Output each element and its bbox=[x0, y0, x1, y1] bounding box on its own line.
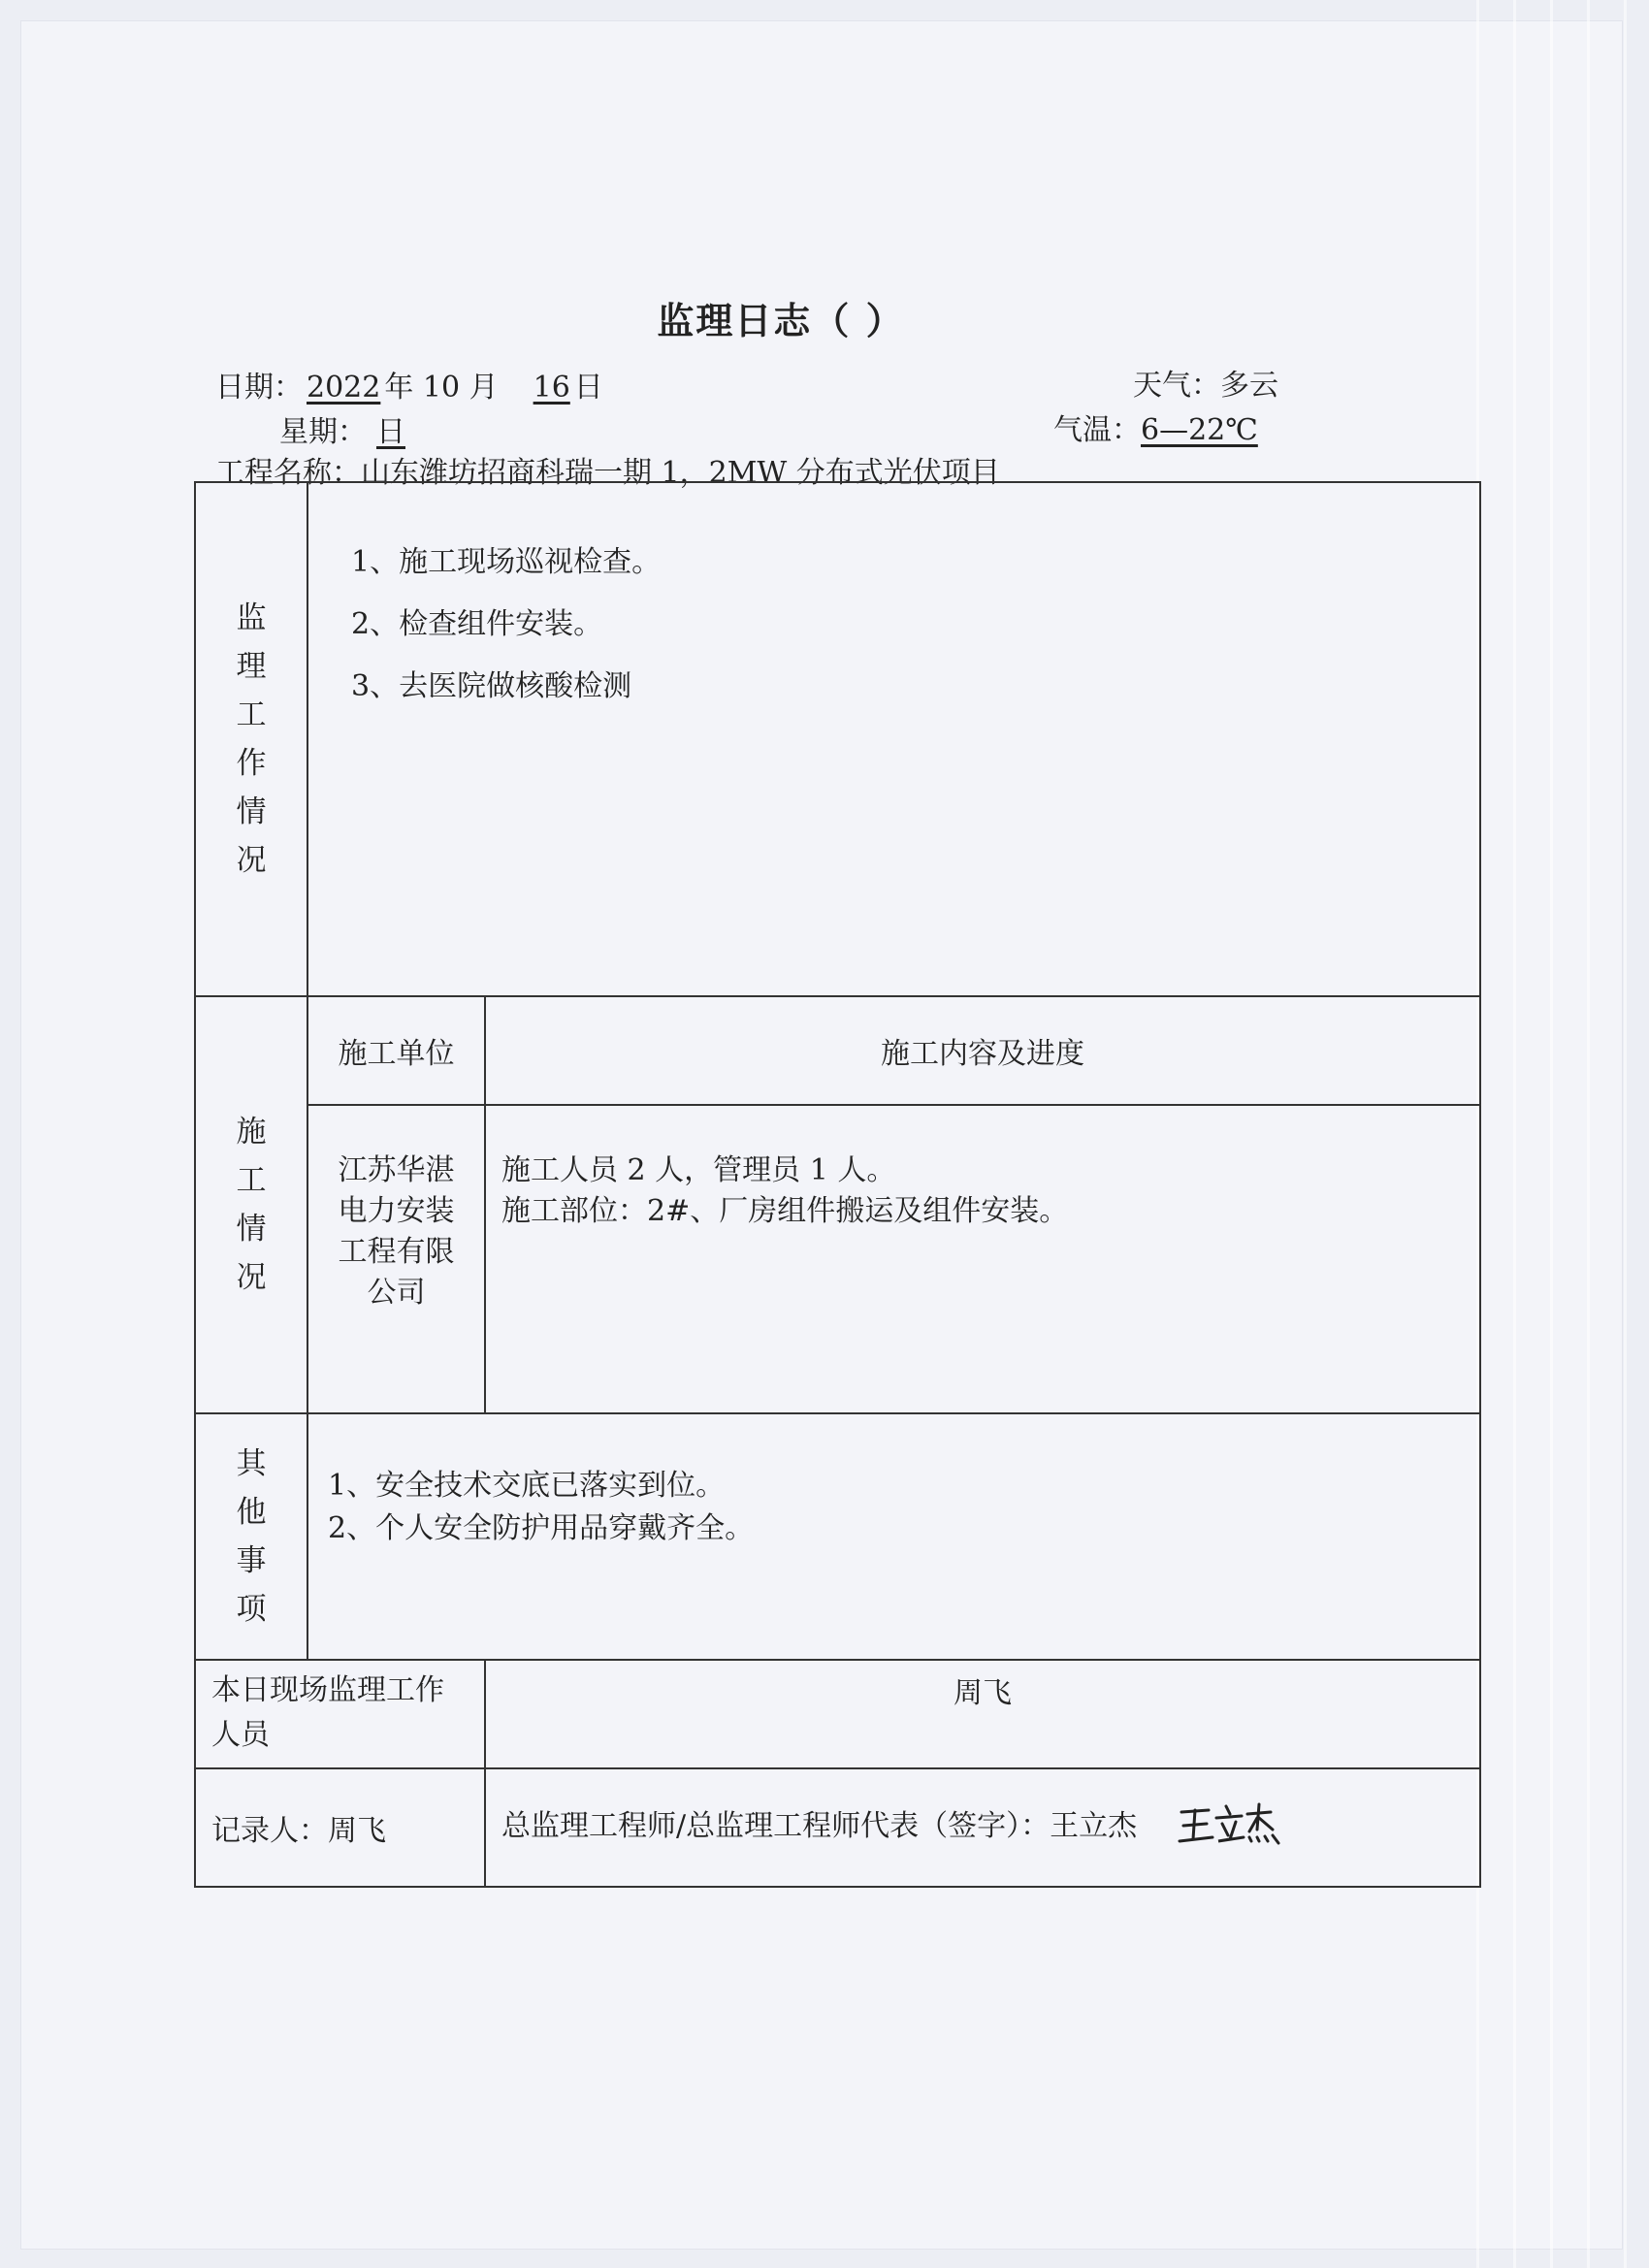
weekday-label: 星期： bbox=[279, 415, 367, 449]
handwritten-signature bbox=[1176, 1800, 1282, 1855]
weekday-value: 日 bbox=[376, 415, 405, 449]
construction-header-row bbox=[195, 996, 1480, 1105]
chief-engineer-field bbox=[485, 1768, 1480, 1887]
date-day-suffix: 日 bbox=[573, 371, 603, 405]
date-field bbox=[215, 363, 603, 405]
temperature-value: 6—22℃ bbox=[1141, 413, 1258, 447]
date-year: 2022 bbox=[307, 371, 381, 405]
weather-field bbox=[1133, 361, 1278, 404]
construction-row bbox=[195, 1105, 1480, 1413]
signoff-row bbox=[195, 1768, 1480, 1887]
weekday-field bbox=[279, 407, 415, 450]
construction-content-line: 施工部位：2#、厂房组件搬运及组件安装。 bbox=[501, 1194, 1069, 1228]
staff-row bbox=[195, 1660, 1480, 1768]
supervision-item: 2、检查组件安装。 bbox=[351, 607, 603, 641]
weather-value: 多云 bbox=[1220, 369, 1278, 403]
other-label: 其 他 事 项 bbox=[195, 1413, 307, 1660]
weather-label: 天气： bbox=[1133, 369, 1220, 403]
supervision-items bbox=[307, 482, 1480, 996]
staff-label: 本日现场监理工作 人员 bbox=[195, 1660, 485, 1768]
col-header-content: 施工内容及进度 bbox=[485, 996, 1480, 1105]
construction-content bbox=[485, 1105, 1480, 1413]
supervision-item: 3、去医院做核酸检测 bbox=[351, 669, 632, 703]
supervision-row bbox=[195, 482, 1480, 996]
temperature-label: 气温： bbox=[1053, 413, 1141, 447]
date-label: 日期： bbox=[215, 371, 303, 405]
project-label: 工程名称： bbox=[215, 456, 361, 490]
date-year-suffix: 年 10 月 bbox=[384, 371, 499, 405]
other-item: 2、个人安全防护用品穿戴齐全。 bbox=[328, 1511, 755, 1545]
supervision-item: 1、施工现场巡视检查。 bbox=[351, 545, 662, 579]
other-items bbox=[307, 1413, 1480, 1660]
construction-label: 施 工 情 况 bbox=[195, 996, 307, 1413]
project-value: 山东潍坊招商科瑞一期 1，2MW 分布式光伏项目 bbox=[361, 456, 1000, 490]
recorder-field: 记录人：周飞 bbox=[195, 1768, 485, 1887]
supervision-label: 监 理 工 作 情 况 bbox=[195, 482, 307, 996]
chief-engineer-text: 总监理工程师/总监理工程师代表（签字）：王立杰 bbox=[501, 1809, 1138, 1843]
log-title: 监理日志（ ） bbox=[657, 300, 905, 342]
construction-content-line: 施工人员 2 人，管理员 1 人。 bbox=[501, 1153, 896, 1187]
construction-unit: 江苏华湛 电力安装 工程有限 公司 bbox=[307, 1105, 485, 1413]
log-table bbox=[194, 481, 1481, 1888]
temperature-field bbox=[1053, 405, 1258, 448]
date-day: 16 bbox=[533, 371, 570, 405]
other-row bbox=[195, 1413, 1480, 1660]
other-item: 1、安全技术交底已落实到位。 bbox=[328, 1469, 726, 1503]
staff-value: 周飞 bbox=[485, 1660, 1480, 1768]
col-header-unit: 施工单位 bbox=[307, 996, 485, 1105]
